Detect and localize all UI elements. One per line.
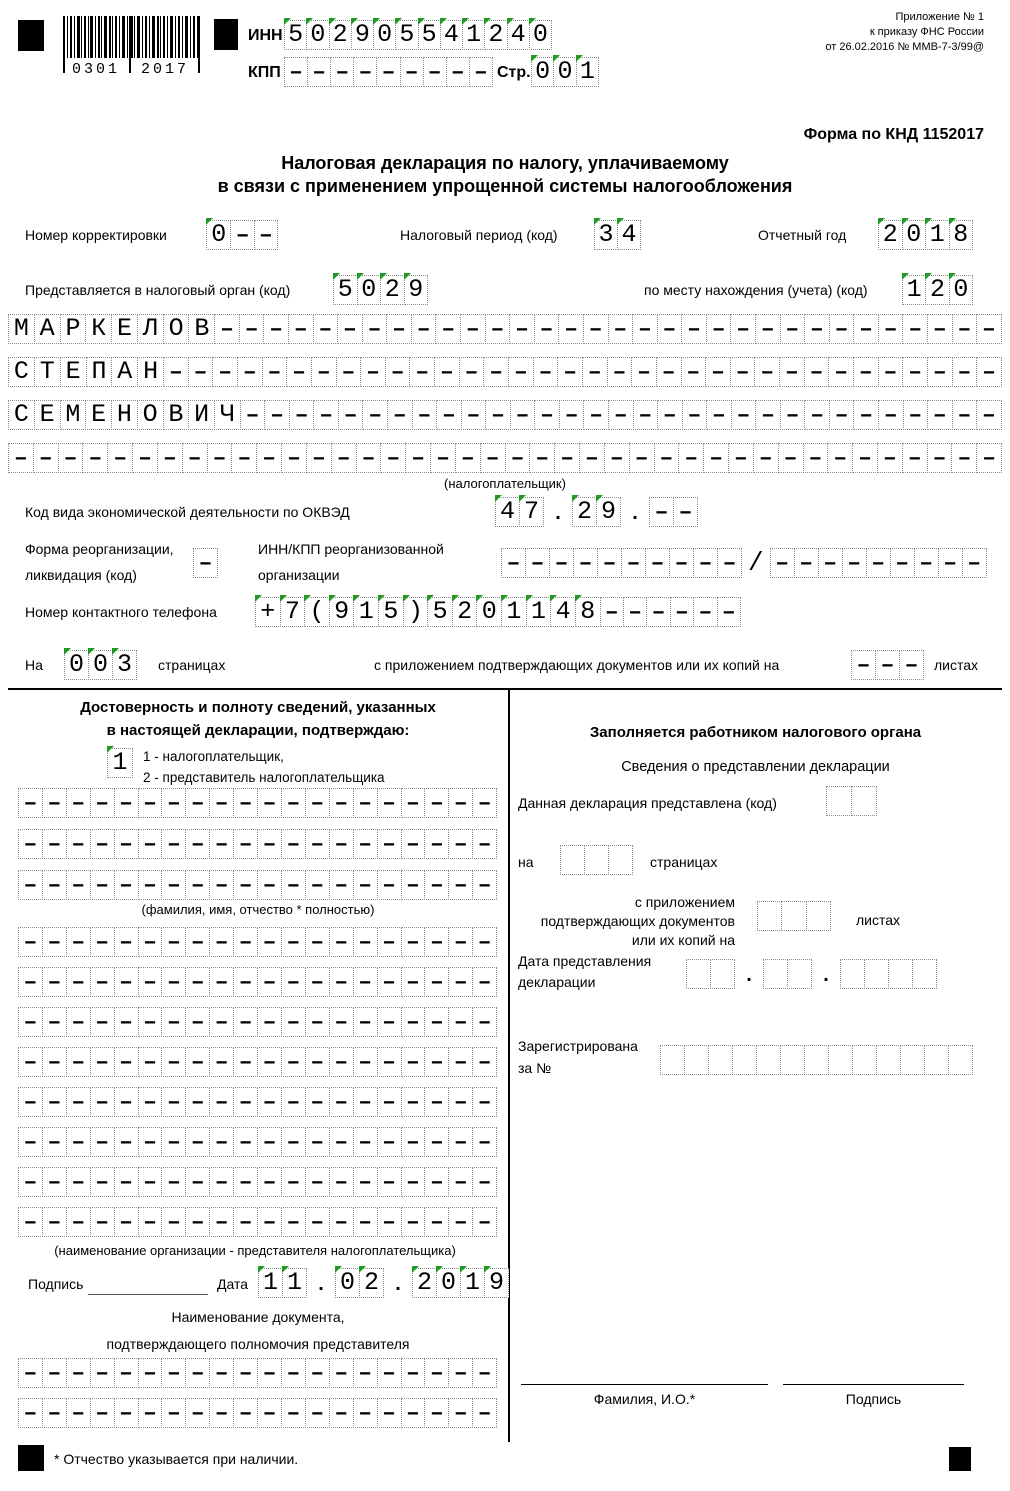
authority-doc-label-line2: подтверждающего полномочия представителя [106, 1336, 410, 1352]
submission-date-field[interactable] [686, 959, 937, 989]
representative-org-row-5[interactable]: – – – – – – – – – – – – – – – – – – – – [18, 1087, 497, 1117]
taxpayer-name-row-1[interactable]: М А Р К Е Л О В – – – – – – – – – – – – – – – – – – – – – – – – – – – – – – – – [8, 314, 1002, 344]
kpp-label: КПП [248, 64, 281, 81]
barcode-digits-left: 0301 [71, 61, 121, 78]
registered-label-line1: Зарегистрирована [518, 1038, 638, 1054]
authority-doc-row-1[interactable]: – – – – – – – – – – – – – – – – – – – – [18, 1358, 497, 1388]
signature-line[interactable] [88, 1294, 208, 1295]
taxpayer-name-row-2[interactable]: С Т Е П А Н – – – – – – – – – – – – – – – – – – – – – – – – – – – – – – – – – – [8, 357, 1002, 387]
registration-mark-top-left [18, 20, 44, 51]
year-label: Отчетный год [758, 227, 847, 243]
submission-date-year[interactable] [840, 959, 937, 989]
appendix-note [825, 10, 984, 55]
authority-label: Представляется в налоговый орган (код) [25, 282, 291, 298]
barcode [63, 16, 203, 78]
representative-org-row-7[interactable]: – – – – – – – – – – – – – – – – – – – – [18, 1167, 497, 1197]
registration-number-field[interactable] [660, 1045, 973, 1075]
official-on-label: на [518, 854, 534, 870]
official-attach-sheets-field[interactable] [757, 901, 831, 931]
signer-type-option1: 1 - налогоплательщик, [143, 749, 284, 764]
attachments-label: с приложением подтверждающих документов или их копий на [374, 657, 780, 673]
page-number-label: Стр. [497, 64, 531, 81]
reorg-inn-label-line2: организации [258, 567, 340, 583]
appendix-line2: к приказу ФНС России [869, 26, 984, 38]
signer-fio-row-2[interactable]: – – – – – – – – – – – – – – – – – – – – [18, 829, 497, 859]
pages-count-field[interactable]: 0 0 3 [64, 650, 137, 680]
signer-fio-row-3[interactable]: – – – – – – – – – – – – – – – – – – – – [18, 870, 497, 900]
signature-date-year[interactable]: 2 0 1 9 [412, 1268, 509, 1298]
signature-date-month[interactable]: 0 2 [335, 1268, 384, 1298]
form-title-line2: в связи с применением упрощенной системы налогообложения [217, 176, 793, 196]
phone-field[interactable]: + 7 ( 9 1 5 ) 5 2 0 1 1 4 8 – – – – – – [255, 597, 741, 627]
confirmation-heading-line2: в настоящей декларации, подтверждаю: [106, 722, 410, 739]
sheets-word-label: листах [934, 657, 979, 673]
signature-date-day[interactable]: 1 1 [258, 1268, 307, 1298]
submission-date-dot-1: . [743, 965, 756, 988]
reorg-inn-label-line1: ИНН/КПП реорганизованной [258, 541, 444, 557]
official-signature-label: Подпись [845, 1391, 902, 1407]
authority-field[interactable]: 5 0 2 9 [333, 275, 428, 305]
form-code: Форма по КНД 1152017 [803, 126, 984, 143]
representative-org-row-1[interactable]: – – – – – – – – – – – – – – – – – – – – [18, 927, 497, 957]
inn-field[interactable]: 5 0 2 9 0 5 5 4 1 2 4 0 [284, 20, 552, 50]
section-divider-horizontal [8, 688, 1002, 690]
official-fio-label: Фамилия, И.О.* [593, 1391, 696, 1407]
pages-word-label: страницах [158, 657, 226, 673]
authority-doc-label-line1: Наименование документа, [171, 1309, 345, 1325]
official-sheets-label: листах [856, 912, 901, 928]
official-signature-line[interactable] [783, 1384, 964, 1385]
signer-fio-row-1[interactable]: – – – – – – – – – – – – – – – – – – – – [18, 788, 497, 818]
reorg-code-field[interactable]: – [193, 548, 218, 578]
official-attachments-label [512, 893, 735, 950]
form-title-line1: Налоговая декларация по налогу, уплачиваемому [281, 153, 729, 173]
signature-label: Подпись [28, 1276, 84, 1292]
taxpayer-name-row-3[interactable]: С Е М Е Н О В И Ч – – – – – – – – – – – – – – – – – – – – – – – – – – – – – – – [8, 400, 1002, 430]
submitted-code-label: Данная декларация представлена (код) [518, 795, 777, 811]
representative-org-row-8[interactable]: – – – – – – – – – – – – – – – – – – – – [18, 1207, 497, 1237]
official-section-heading: Заполняется работником налогового органа [589, 724, 922, 741]
representative-org-caption: (наименование организации - представителя налогоплательщика) [54, 1243, 456, 1258]
official-attach-line1: с приложением [634, 894, 735, 910]
okved-label: Код вида экономической деятельности по ОКВЭД [25, 504, 350, 520]
year-field[interactable]: 2 0 1 8 [878, 220, 973, 250]
on-pages-label: На [25, 657, 43, 673]
location-label: по месту нахождения (учета) (код) [644, 282, 868, 298]
kpp-field[interactable]: – – – – – – – – – [284, 57, 493, 87]
period-label: Налоговый период (код) [400, 227, 558, 243]
attachment-sheets-field[interactable]: – – – [851, 650, 924, 680]
date-dot-2: . [392, 1274, 405, 1297]
signer-type-field[interactable]: 1 [107, 748, 133, 778]
reorg-inn-kpp-field[interactable] [501, 548, 987, 578]
location-field[interactable]: 1 2 0 [902, 275, 973, 305]
submission-date-day[interactable] [686, 959, 735, 989]
registration-mark-bottom-left [18, 1445, 44, 1471]
submission-date-dot-2: . [820, 965, 833, 988]
section-divider-vertical [508, 688, 510, 1442]
official-section-subheading: Сведения о представлении декларации [621, 759, 890, 775]
submitted-code-field[interactable] [826, 786, 877, 816]
confirmation-heading-line1: Достоверность и полноту сведений, указанных [80, 699, 436, 716]
reorg-label-line2: ликвидация (код) [25, 567, 137, 583]
signer-type-option2: 2 - представитель налогоплательщика [143, 770, 385, 785]
period-field[interactable]: 3 4 [594, 220, 641, 250]
representative-org-row-2[interactable]: – – – – – – – – – – – – – – – – – – – – [18, 967, 497, 997]
okved-dot-2: . [629, 503, 642, 526]
official-attach-line3: или их копий на [631, 932, 735, 948]
date-label: Дата [217, 1276, 249, 1292]
correction-field[interactable]: 0 – – [206, 220, 278, 250]
official-pages-label: страницах [650, 854, 718, 870]
correction-label: Номер корректировки [25, 227, 167, 243]
taxpayer-caption: (налогоплательщик) [444, 476, 566, 491]
representative-org-row-6[interactable]: – – – – – – – – – – – – – – – – – – – – [18, 1127, 497, 1157]
okved-part1[interactable]: 4 7 [495, 497, 544, 527]
taxpayer-name-row-4[interactable]: – – – – – – – – – – – – – – – – – – – – – – – – – – – – – – – – – – – – – – – – [8, 443, 1002, 473]
registration-mark-bottom-right [949, 1447, 971, 1471]
okved-part3[interactable]: – – [649, 497, 698, 527]
page-number-field[interactable]: 0 0 1 [531, 57, 599, 87]
representative-org-row-4[interactable]: – – – – – – – – – – – – – – – – – – – – [18, 1047, 497, 1077]
patronymic-footnote: * Отчество указывается при наличии. [54, 1451, 299, 1467]
okved-field[interactable] [495, 497, 698, 527]
barcode-digits-right: 2017 [140, 61, 190, 78]
authority-doc-row-2[interactable]: – – – – – – – – – – – – – – – – – – – – [18, 1398, 497, 1428]
signer-fio-caption: (фамилия, имя, отчество * полностью) [141, 902, 375, 917]
registered-label-line2: за № [518, 1060, 552, 1076]
submission-date-label-line1: Дата представления [518, 953, 652, 969]
inn-label: ИНН [248, 27, 283, 44]
appendix-line3: от 26.02.2016 № ММВ-7-3/99@ [825, 41, 984, 53]
signature-date-field[interactable] [258, 1268, 509, 1298]
okved-dot-1: . [552, 503, 565, 526]
submission-date-label-line2: декларации [518, 974, 596, 990]
appendix-line1: Приложение № 1 [895, 11, 984, 23]
reorg-label-line1: Форма реорганизации, [25, 541, 174, 557]
representative-org-row-3[interactable]: – – – – – – – – – – – – – – – – – – – – [18, 1007, 497, 1037]
registration-mark-top-mid [214, 19, 238, 50]
reorg-inn-cells[interactable]: – – – – – – – – – – [501, 548, 742, 578]
okved-part2[interactable]: 2 9 [572, 497, 621, 527]
submission-date-month[interactable] [763, 959, 812, 989]
date-dot-1: . [315, 1274, 328, 1297]
official-pages-field[interactable] [560, 845, 633, 875]
phone-label: Номер контактного телефона [25, 604, 217, 620]
inn-kpp-slash: / [748, 548, 764, 578]
reorg-kpp-cells[interactable]: – – – – – – – – – [770, 548, 987, 578]
official-attach-line2: подтверждающих документов [540, 913, 735, 929]
official-fio-line[interactable] [521, 1384, 768, 1385]
